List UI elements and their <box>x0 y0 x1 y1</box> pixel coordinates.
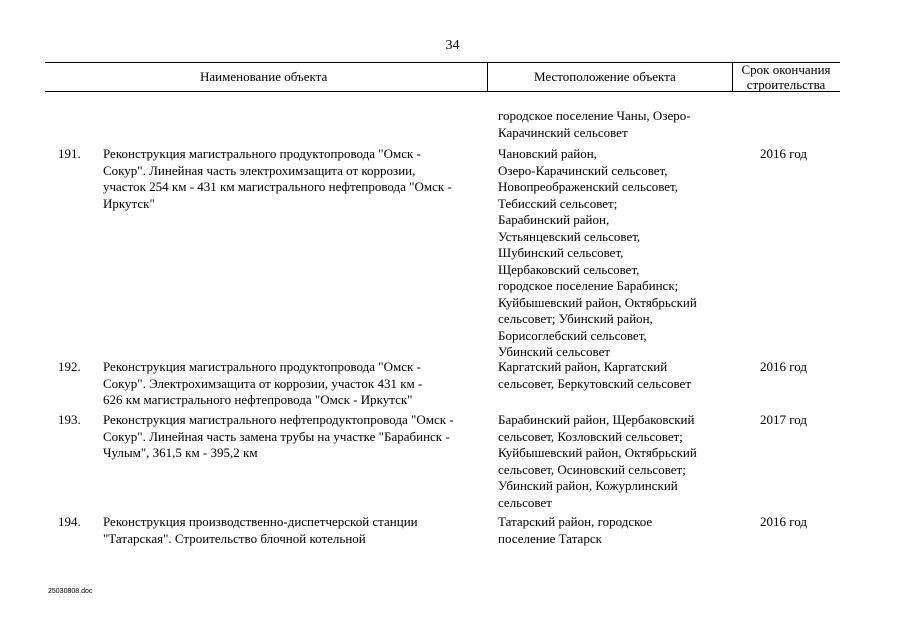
construction-deadline: 2016 год <box>760 146 807 161</box>
object-name: Реконструкция производственно-диспетчерской станции "Татарская". Строительство блочной котельной <box>103 514 418 546</box>
row-number: 191. <box>58 146 81 161</box>
object-name: Реконструкция магистрального продуктопровода "Омск - Сокур". Линейная часть электрохимзащита от коррозии, участок 254 км - 431 км магистрального нефтепровода "Омск - Иркутск" <box>103 146 452 211</box>
object-name: Реконструкция магистрального нефтепродуктопровода "Омск - Сокур". Линейная часть замена трубы на участке "Барабинск - Чулым", 361,5 км - 395,2 км <box>103 412 454 460</box>
object-location: Татарский район, городское поселение Татарск <box>498 514 653 546</box>
object-name: Реконструкция магистрального продуктопровода "Омск - Сокур". Электрохимзащита от коррозии, участок 431 км - 626 км магистрального нефтепровода "Омск - Иркутск" <box>103 359 423 407</box>
object-location: Чановский район, Озеро-Карачинский сельсовет, Новопреображенский сельсовет, Тебисский сельсовет; Барабинский район, Устьянцевский сельсовет, Шубинский сельсовет, Щербаковский сельсовет, городское поселение Барабинск; Куйбышевский район, Октябрьский сельсовет; Убинский район, Борисоглебский сельсовет, Убинский сельсовет <box>498 146 697 359</box>
row-number: 193. <box>58 412 81 427</box>
construction-deadline: 2017 год <box>760 412 807 427</box>
header-column-divider <box>487 62 488 91</box>
table-header-bottom-rule <box>45 91 840 92</box>
column-header-location: Местоположение объекта <box>534 69 676 84</box>
row-number: 192. <box>58 359 81 374</box>
object-location: Каргатский район, Каргатский сельсовет, Беркутовский сельсовет <box>498 359 692 391</box>
footer-filename: 25030808.doc <box>48 588 93 595</box>
column-header-deadline: Срок окончания строительства <box>741 62 831 92</box>
row-number: 194. <box>58 514 81 529</box>
page-number: 34 <box>445 38 460 53</box>
column-header-name: Наименование объекта <box>200 69 328 84</box>
continued-location: городское поселение Чаны, Озеро- Карачинский сельсовет <box>498 108 691 140</box>
table-header-top-rule <box>45 62 840 63</box>
construction-deadline: 2016 год <box>760 514 807 529</box>
object-location: Барабинский район, Щербаковский сельсовет, Козловский сельсовет; Куйбышевский район, Октябрьский сельсовет, Осиновский сельсовет; Убинский район, Кожурлинский сельсовет <box>498 412 697 510</box>
construction-deadline: 2016 год <box>760 359 807 374</box>
